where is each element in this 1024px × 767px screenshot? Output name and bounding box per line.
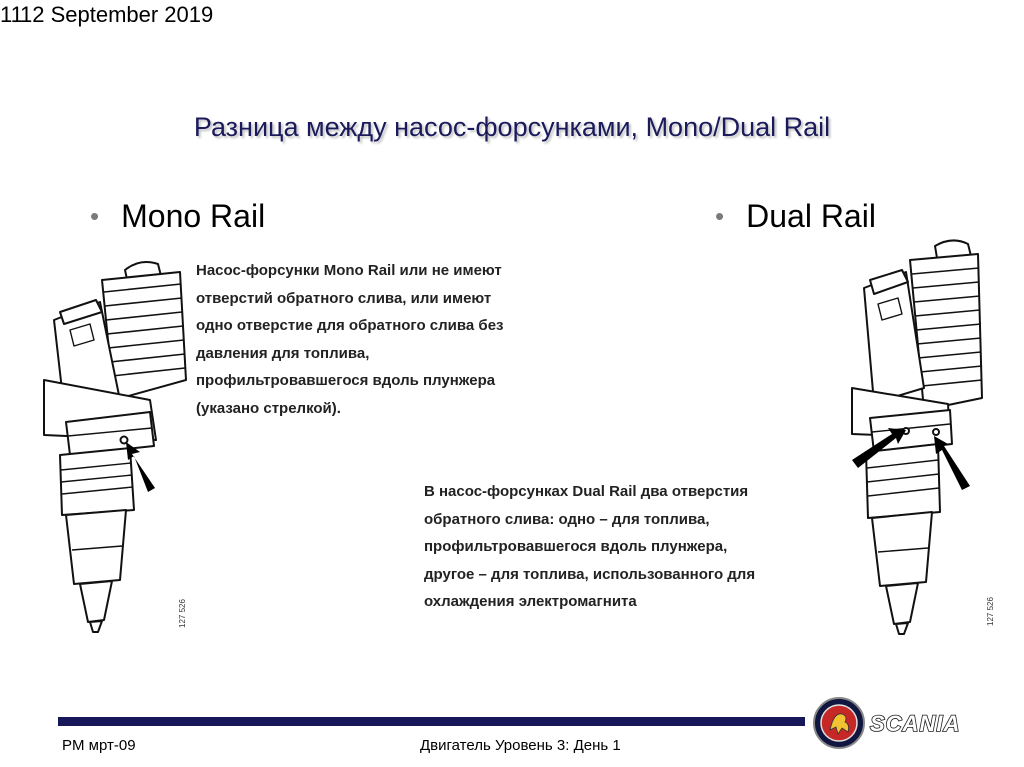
footer-course-title: Двигатель Уровень 3: День 1	[420, 737, 621, 754]
scania-wordmark: SCANIA	[870, 711, 961, 736]
text-run-bold: Mono Rail	[323, 262, 396, 279]
bullet-mono-rail	[90, 198, 265, 235]
catalog-number-right: 127 526	[986, 597, 995, 626]
text-line: профильтровавшегося вдоль плунжера,	[424, 538, 728, 555]
catalog-number-left: 127 526	[178, 599, 187, 628]
text-line: давления для топлива,	[196, 344, 370, 362]
bullet-dual-rail	[715, 198, 876, 235]
mono-rail-injector-drawing	[30, 250, 190, 640]
text-line: отверстий обратного слива, или имеют	[196, 289, 492, 307]
text-line: (указано стрелкой).	[196, 399, 341, 417]
text-run: два отверстия	[636, 483, 749, 500]
text-line: профильтровавшегося вдоль плунжера	[196, 372, 496, 389]
text-run: или не имеют	[395, 262, 502, 279]
text-line: другое – для топлива, использованного для	[424, 565, 756, 583]
mono-rail-description	[196, 257, 556, 422]
footer-bar	[58, 717, 805, 726]
slide-number: 11	[0, 2, 23, 27]
bullet-dot-icon: •	[715, 201, 725, 231]
dual-rail-injector-drawing	[840, 238, 990, 638]
footer-course-code: PM мрт-09	[62, 737, 136, 754]
slide-title: Разница между насос-форсунками, Mono/Dual Rail	[193, 112, 831, 142]
text-line: охлаждения электромагнита	[424, 593, 637, 610]
text-run: В насос-форсунках	[424, 483, 573, 500]
text-run: Насос-форсунки	[196, 262, 324, 279]
bullet-label: Dual Rail	[746, 198, 876, 234]
dual-rail-description	[424, 478, 814, 616]
text-line: обратного слива: одно – для топлива,	[424, 510, 710, 528]
bullet-dot-icon: •	[90, 201, 100, 231]
slide-date: 12 September 2019	[20, 2, 214, 27]
scania-logo	[812, 694, 980, 752]
text-run-bold: Dual Rail	[572, 483, 637, 500]
text-line: одно отверстие для обратного слива без	[196, 317, 504, 334]
bullet-label: Mono Rail	[121, 198, 266, 234]
